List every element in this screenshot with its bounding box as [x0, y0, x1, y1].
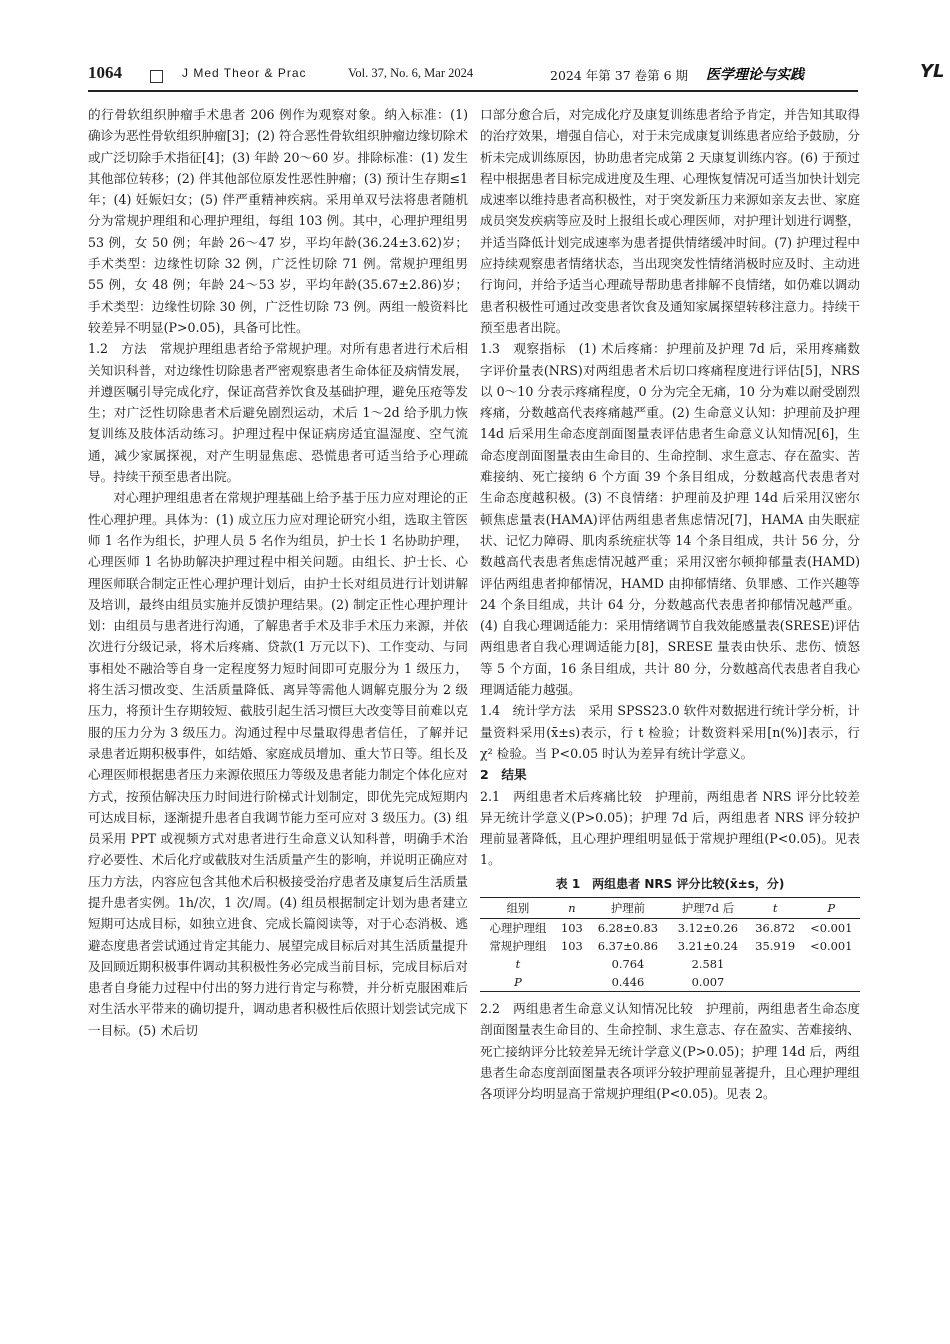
paragraph: 1.3 观察指标 (1) 术后疼痛：护理前及护理 7d 后，采用疼痛数字评价量表(NRS)对两组患者术后切口疼痛程度进行评估[5]，NRS 以 0～10 分表示疼痛程度，0 分为完全无痛，10 分为难以耐受剧烈疼痛，分数越高代表疼痛越严重。(2) 生命意义认知：护理前及护理 14d 后采用生命态度剖面图量表评估患者生命意义认知情况[6]，生命态度剖面图量表由生命目的、生命控制、求生意志、存在盈实、苦难接纳、死亡接纳 6 个方面 39 个条目组成，分数越高代表患者对生命态度越积极。(3) 不良情绪：护理前及护理 14d 后采用汉密尔顿焦虑量表(HAMA)评估两组患者焦虑情况[7]，HAMA 由失眠症状、记忆力障碍、肌肉系统症状等 14 个条目组成，共计 56 分，分数越高代表患者焦虑情况越严重；采用汉密尔顿抑郁量表(HAMD)评估两组患者抑郁情况，HAMD 由抑郁情绪、负罪感、工作兴趣等 24 个条目组成，共计 64 分，分数越高代表患者抑郁情况越严重。(4) 自我心理调适能力：采用情绪调节自我效能感量表(SRESE)评估两组患者自我心理调适能力[8]，SRESE 量表由快乐、悲伤、愤怒等 5 个方面，16 条目组成，共计 80 分，分数越高代表患者自我心理调适能力越强。 — [480, 341, 860, 698]
table-row — [480, 918, 860, 937]
table-header-row — [480, 897, 860, 918]
table-cell: <0.001 — [810, 938, 853, 953]
journal-name-cn: 医学理论与实践 — [706, 67, 804, 83]
journal-logo-icon: YL — [920, 61, 945, 82]
header-box-icon — [150, 70, 163, 83]
table-cell: 3.21±0.24 — [677, 938, 739, 953]
page-header — [88, 61, 945, 86]
paragraph: 对心理护理组患者在常规护理基础上给予基于压力应对理论的正性心理护理。具体为：(1) 成立压力应对理论研究小组，选取主管医师 1 名作为组长，护理人员 5 名作为组员，护士长 1 名协助护理，心理医师 1 名协助解决护理过程中相关问题。由组长、护士长、心理医师联合制定正性心理护理计划后，由护士长对组员进行计划讲解及培训，最终由组员实施并反馈护理结果。(2) 制定正性心理护理计划：由组员与患者进行沟通，了解患者手术及非手术压力来源，并依次进行分级记录，将术后疼痛、贷款(1 万元以下)、工作变动、与同事相处不融洽等自身一定程度努力短时间即可克服分为 1 级压力，将生活习惯改变、生活质量降低、离异等需他人调解克服分为 2 级压力，将预计生存期较短、截肢引起生活习惯巨大改变等目前难以克服的压力分为 3 级压力。沟通过程中尽量取得患者信任，了解并记录患者近期积极事件，如结婚、家庭成员增加、重大节日等。组长及心理医师根据患者压力来源依照压力等级及患者能力制定个体化应对方式，按预估解决压力时间进行阶梯式计划制定，即优先完成短期内可达成目标，逐渐提升患者自我调节能力至可应对 3 级压力。(3) 组员采用 PPT 或视频方式对患者进行生命意义认知科普，明确手术治疗必要性、术后化疗或截肢对生活质量产生的影响，并说明正确应对压力方法，内容应包含其他术后积极接受治疗患者及康复后生活质量提升患者实例。1h/次，1 次/周。(4) 组员根据制定计划为患者建立短期可达成目标，如独立进食、完成长篇阅读等，对于心态消极、逃避态度患者尝试通过肯定其能力、展望完成目标后对其生活质量提升及回顾近期积极事件调动其积极性务必完成当前目标，完成目标后对患者自身能力过程中付出的努力进行肯定与称赞，并分析克服困难后对生活水平带来的确切提升，调动患者积极性后依照计划尝试完成下一目标。(5) 术后切 — [88, 490, 468, 1038]
paragraph: 2.1 两组患者术后疼痛比较 护理前，两组患者 NRS 评分比较差异无统计学意义(P>0.05)；护理 7d 后，两组患者 NRS 评分较护理前显著降低，且心理护理组明显低于常规护理组(P<0.05)。见表 1。 — [480, 788, 860, 868]
table-header: t — [748, 897, 803, 918]
page-number: 1064 — [88, 63, 122, 82]
table-cell: 103 — [561, 920, 583, 935]
paragraph: 的行骨软组织肿瘤手术患者 206 例作为观察对象。纳入标准：(1) 确诊为恶性骨软组织肿瘤[3]；(2) 符合恶性骨软组织肿瘤边缘切除术或广泛切除手术指征[4]；(3) 年龄 20～60 岁。排除标准：(1) 发生其他部位转移；(2) 伴其他部位原发性恶性肿瘤；(3) 预计生存期≤1 年；(4) 妊娠妇女；(5) 伴严重精神疾病。采用单双号法将患者随机分为常规护理组和心理护理组，每组 103 例。其中，心理护理组男 53 例，女 50 例；年龄 26～47 岁，平均年龄(36.24±3.62)岁；手术类型：边缘性切除 32 例，广泛性切除 71 例。常规护理组男 55 例，女 48 例；年龄 24～53 岁，平均年龄(35.67±2.86)岁；手术类型：边缘性切除 30 例，广泛性切除 73 例。两组一般资料比较差异不明显(P>0.05)，具备可比性。 — [88, 107, 468, 335]
table-row — [480, 955, 860, 973]
table-cell: 6.37±0.86 — [597, 938, 659, 953]
volume-info-cn: 2024 年第 37 卷第 6 期 — [550, 68, 689, 83]
paragraph: 1.4 统计学方法 采用 SPSS23.0 软件对数据进行统计学分析，计量资料采用(x̄±s)表示，行 t 检验；计数资料采用[n(%)]表示，行 χ² 检验。当 P<0.05 时认为差异有统计学意义。 — [480, 703, 860, 761]
table-cell: 0.764 — [611, 956, 645, 971]
table-cell — [803, 973, 861, 992]
table-cell: <0.001 — [810, 920, 853, 935]
table-cell: t — [515, 956, 521, 971]
right-column — [480, 104, 860, 1104]
journal-name-en: J Med Theor & Prac — [182, 66, 307, 80]
table-cell: 常规护理组 — [489, 938, 547, 953]
table-header: n — [556, 897, 588, 918]
table-cell: 0.446 — [588, 973, 668, 992]
table-cell: P — [480, 973, 556, 992]
table-header: 护理前 — [588, 897, 668, 918]
volume-info: Vol. 37, No. 6, Mar 2024 — [348, 66, 474, 80]
table-cell: 3.12±0.26 — [677, 920, 739, 935]
table-header: 护理7d 后 — [668, 897, 748, 918]
table-cell: 103 — [561, 938, 583, 953]
table-cell — [748, 955, 803, 973]
header-rule — [88, 90, 858, 92]
table-cell — [556, 973, 588, 992]
table-cell: 2.581 — [691, 956, 725, 971]
table-header: 组别 — [480, 897, 556, 918]
table-cell: 36.872 — [755, 920, 796, 935]
data-table — [480, 897, 860, 992]
table-cell — [803, 955, 861, 973]
table-cell: 35.919 — [755, 938, 796, 953]
table-cell — [556, 955, 588, 973]
left-column — [88, 104, 468, 1041]
table-cell: 0.007 — [668, 973, 748, 992]
paragraph: 口部分愈合后，对完成化疗及康复训练患者给予肯定，并告知其取得的治疗效果，增强自信心，对于未完成康复训练患者应给予鼓励，分析未完成训练原因，协助患者完成第 2 天康复训练内容。(6) 于预过程中根据患者目标完成进度及生理、心理恢复情况可适当加快计划完成速率以维持患者高积极性，对于突发新压力来源如亲友去世、家庭成员突发疾病等应及时上报组长或心理医师，对护理计划进行调整，并适当降低计划完成速率为患者提供情绪缓冲时间。(7) 护理过程中应持续观察患者情绪状态，当出现突发性情绪消极时应及时、主动进行询问，并给予适当心理疏导帮助患者排解不良情绪，如仍难以调动患者积极性可通过改变患者饮食及通知家属探望转移注意力。持续干预至患者出院。 — [480, 107, 860, 335]
table-cell: 6.28±0.83 — [597, 920, 659, 935]
paragraph: 1.2 方法 常规护理组患者给予常规护理。对所有患者进行术后相关知识科普，对边缘性切除患者严密观察患者生命体征及病情发展，并遵医嘱引导完成化疗，保证高营养饮食及基础护理，避免压疮等发生；对广泛性切除患者术后避免剧烈运动，术后 1～2d 给予肌力恢复训练及肢体活动练习。护理过程中保证病房适宜温湿度、空气流通，减少家属探视，对产生明显焦虑、恐慌患者可适当给予心理疏导。持续干预至患者出院。 — [88, 341, 468, 485]
section-heading: 2 结果 — [480, 767, 527, 783]
table-title: 表 1 两组患者 NRS 评分比较(x̄±s，分) — [555, 876, 785, 891]
table-row — [480, 937, 860, 955]
table-row — [480, 973, 860, 992]
paragraph: 2.2 两组患者生命意义认知情况比较 护理前，两组患者生命态度剖面图量表生命目的、生命控制、求生意志、存在盈实、苦难接纳、死亡接纳评分比较差异无统计学意义(P>0.05)；护理 14d 后，两组患者生命态度剖面图量表各项评分较护理前显著提升，且心理护理组各项评分均明显高于常规护理组(P<0.05)。见表 2。 — [480, 1000, 860, 1102]
table-cell — [748, 973, 803, 992]
table-cell: 心理护理组 — [489, 920, 547, 935]
table-header: P — [803, 897, 861, 918]
